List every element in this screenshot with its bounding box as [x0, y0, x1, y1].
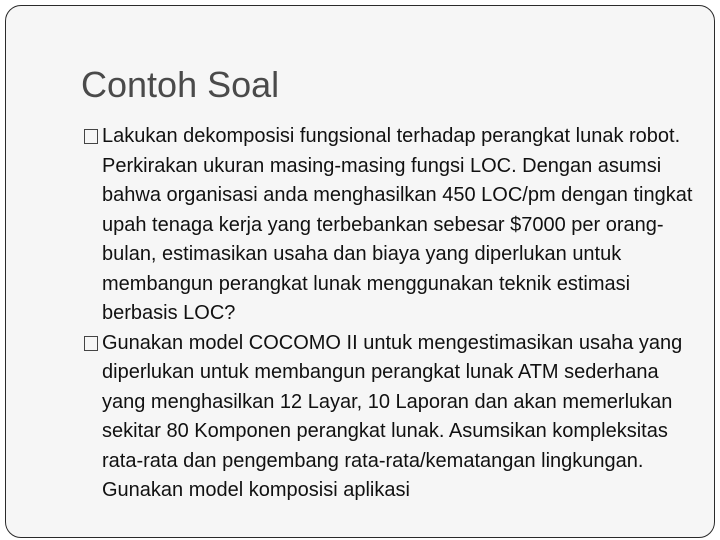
bullet-text: Gunakan model COCOMO II untuk mengestimasikan usaha yang diperlukan untuk membangun perangkat lunak ATM sederhana yang menghasilkan 12 Layar, 10 Laporan dan akan memerlukan sekitar 80 Komponen perangkat lunak. Asumsikan kompleksitas rata-rata dan pengembang rata-rata/kematangan lingkungan. Gunakan model komposisi aplikasi: [102, 331, 683, 501]
list-item: [84, 329, 694, 506]
bullet-list: [84, 122, 694, 506]
checkbox-square-icon: [84, 336, 98, 351]
slide-frame: [5, 5, 715, 538]
slide-title: Contoh Soal: [81, 64, 280, 105]
checkbox-square-icon: [84, 129, 98, 144]
bullet-text: Lakukan dekomposisi fungsional terhadap perangkat lunak robot. Perkirakan ukuran masing-masing fungsi LOC. Dengan asumsi bahwa organisasi anda menghasilkan 450 LOC/pm dengan tingkat upah tenaga kerja yang terbebankan sebesar $7000 per orang-bulan, estimasikan usaha dan biaya yang diperlukan untuk membangun perangkat lunak menggunakan teknik estimasi berbasis LOC?: [102, 125, 693, 324]
list-item: [84, 122, 694, 329]
